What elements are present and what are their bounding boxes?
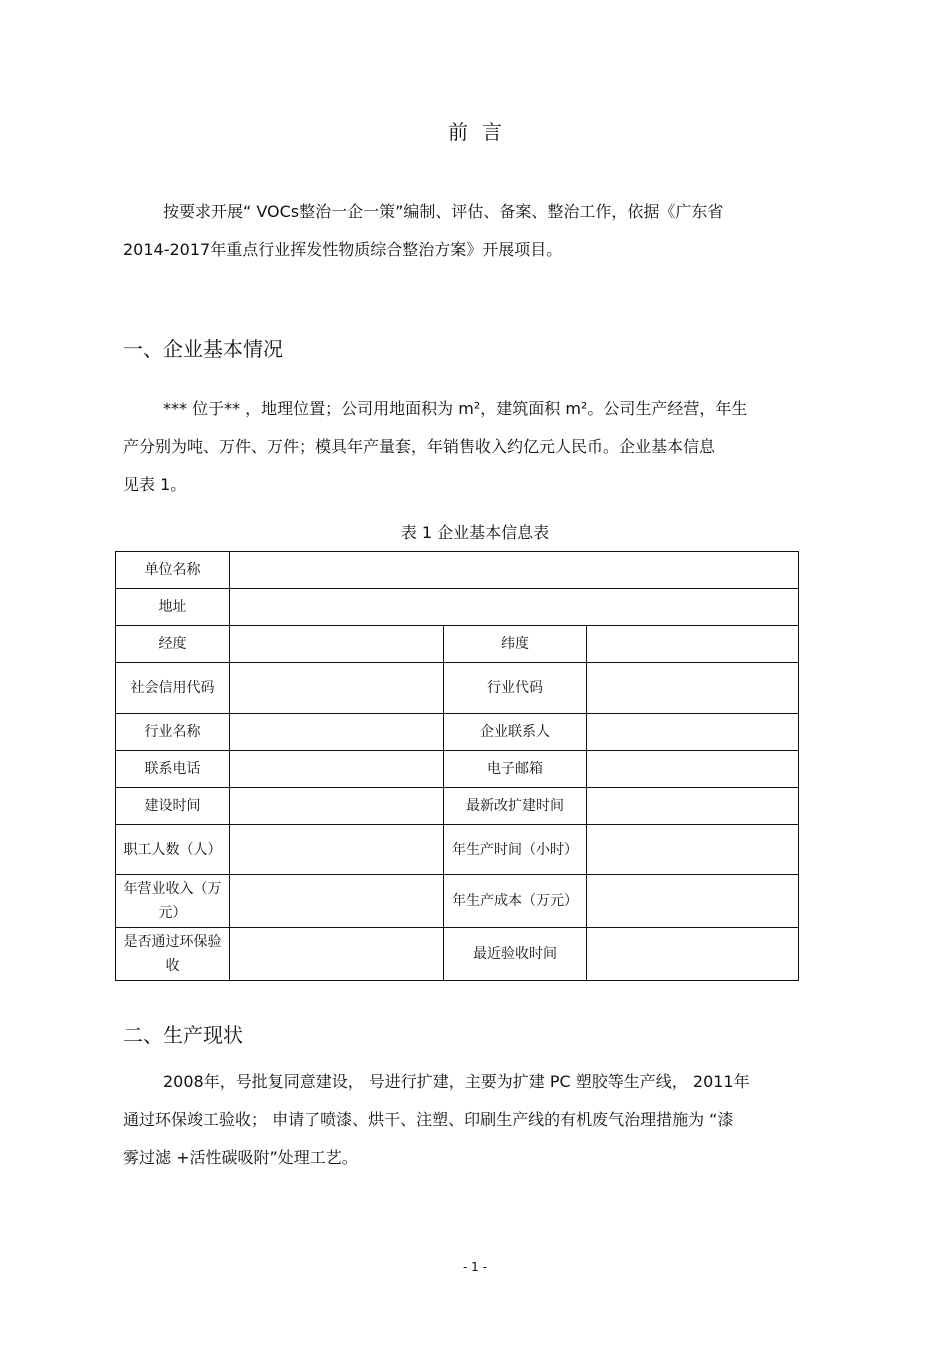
table-row [116, 875, 799, 928]
cell-label: 行业名称 [116, 714, 230, 751]
cell-label: 企业联系人 [444, 714, 587, 751]
table-row [116, 928, 799, 981]
cell-label: 年生产时间（小时） [444, 825, 587, 875]
cell-value [230, 663, 444, 714]
cell-label: 是否通过环保验收 [116, 928, 230, 981]
cell-value [587, 875, 799, 928]
intro-paragraph [123, 193, 838, 269]
enterprise-info-table [115, 551, 799, 981]
table-caption: 表 1 企业基本信息表 [400, 523, 550, 542]
table-row [116, 626, 799, 663]
intro-line-2: 2014-2017年重点行业挥发性物质综合整治方案》开展项目。 [123, 240, 563, 259]
intro-line-1: 按要求开展“ VOCs整治一企一策”编制、评估、备案、整治工作，依据《广东省 [163, 202, 724, 221]
cell-value [230, 552, 799, 589]
table-row [116, 663, 799, 714]
table-row-address [116, 589, 799, 626]
cell-value [587, 663, 799, 714]
section-2-line-1: 2008年，号批复同意建设， 号进行扩建，主要为扩建 PC 塑胶等生产线， 2011年 [163, 1072, 750, 1091]
cell-label: 行业代码 [444, 663, 587, 714]
section-2-paragraph [123, 1063, 838, 1177]
cell-value [587, 751, 799, 788]
cell-label: 社会信用代码 [116, 663, 230, 714]
cell-label: 年生产成本（万元） [444, 875, 587, 928]
cell-value [230, 626, 444, 663]
section-2-line-2: 通过环保竣工验收； 申请了喷漆、烘干、注塑、印刷生产线的有机废气治理措施为 “漆 [123, 1110, 734, 1129]
cell-value [587, 825, 799, 875]
table-row [116, 751, 799, 788]
page-number: - 1 - [463, 1260, 487, 1274]
cell-value [230, 788, 444, 825]
cell-value [587, 788, 799, 825]
table-row [116, 714, 799, 751]
table-row [116, 788, 799, 825]
section-1-line-3: 见表 1。 [123, 475, 187, 494]
section-2-heading: 二、生产现状 [123, 1023, 243, 1047]
cell-label: 联系电话 [116, 751, 230, 788]
cell-value [587, 928, 799, 981]
cell-value [230, 875, 444, 928]
cell-value [587, 714, 799, 751]
cell-label: 经度 [116, 626, 230, 663]
page-title: 前言 [448, 120, 516, 144]
section-2-line-3: 雾过滤 +活性碳吸附”处理工艺。 [123, 1148, 358, 1167]
cell-label: 地址 [116, 589, 230, 626]
cell-label: 职工人数（人） [116, 825, 230, 875]
cell-label: 最近验收时间 [444, 928, 587, 981]
cell-label: 单位名称 [116, 552, 230, 589]
cell-value [230, 825, 444, 875]
cell-value [587, 626, 799, 663]
section-1-paragraph [123, 390, 838, 504]
cell-label: 纬度 [444, 626, 587, 663]
cell-label: 年营业收入（万元） [116, 875, 230, 928]
cell-value [230, 928, 444, 981]
cell-value [230, 714, 444, 751]
table-row [116, 825, 799, 875]
cell-label: 建设时间 [116, 788, 230, 825]
cell-label: 电子邮箱 [444, 751, 587, 788]
cell-value [230, 589, 799, 626]
section-1-line-2: 产分别为吨、万件、万件；模具年产量套，年销售收入约亿元人民币。企业基本信息 [123, 437, 716, 456]
section-1-line-1: *** 位于** ，地理位置；公司用地面积为 m²，建筑面积 m²。公司生产经营，年生 [163, 399, 748, 418]
section-1-heading: 一、企业基本情况 [123, 337, 283, 361]
table-row-unit-name [116, 552, 799, 589]
cell-label: 最新改扩建时间 [444, 788, 587, 825]
cell-value [230, 751, 444, 788]
